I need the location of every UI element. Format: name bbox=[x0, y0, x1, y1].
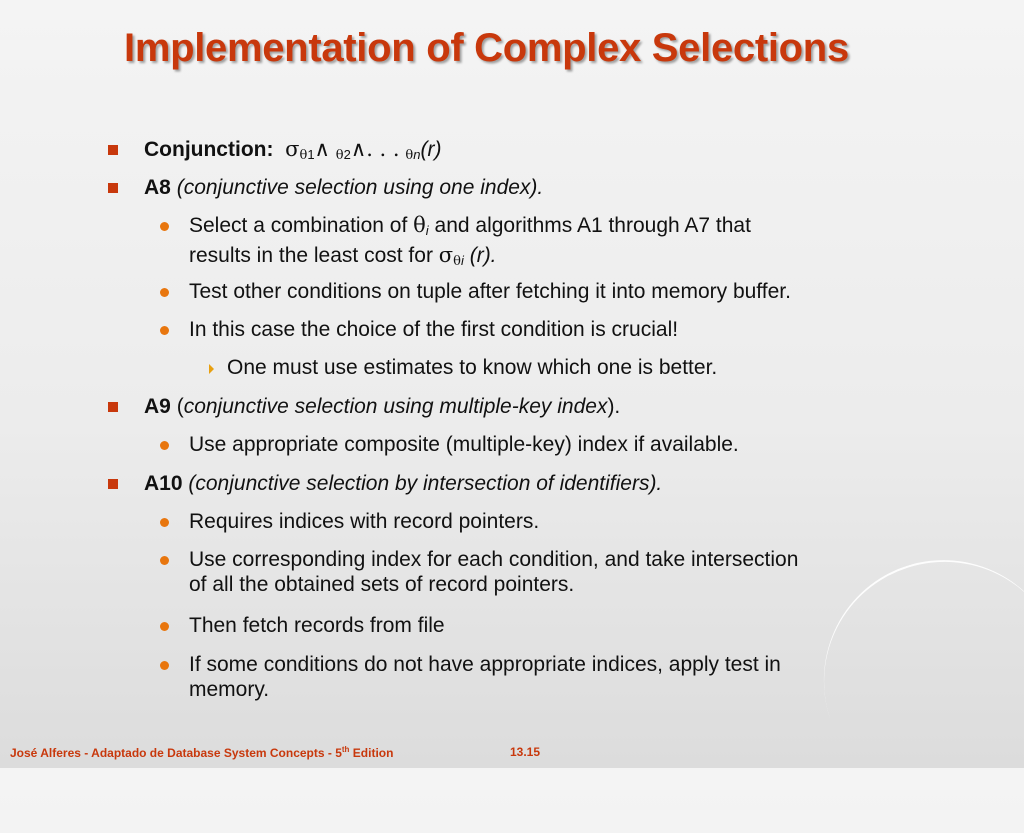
a9-open: ( bbox=[176, 395, 184, 418]
a8-bullet-3: In this case the choice of the first condition is crucial! bbox=[189, 318, 679, 341]
dot-bullet-icon bbox=[160, 326, 169, 335]
a9-line bbox=[144, 394, 944, 419]
square-bullet-icon bbox=[108, 479, 118, 489]
subscript-1: 1 bbox=[307, 147, 315, 162]
a10-bullet-3: Then fetch records from file bbox=[189, 614, 445, 637]
a10-bullet-2-line1: Use corresponding index for each condition, and take intersection bbox=[189, 548, 799, 571]
conjunction-label: Conjunction: bbox=[144, 138, 274, 161]
a8-sub-bullet: One must use estimates to know which one is better. bbox=[227, 356, 718, 379]
square-bullet-icon bbox=[108, 183, 118, 193]
page-number: 13.15 bbox=[510, 745, 541, 759]
theta-symbol: θ bbox=[413, 213, 426, 237]
dot-bullet-icon bbox=[160, 518, 169, 527]
a10-bullet-2-line2: of all the obtained sets of record pointers. bbox=[189, 573, 575, 596]
triangle-bullet-icon bbox=[209, 364, 214, 374]
a10-line bbox=[144, 471, 944, 496]
a9-close: ). bbox=[607, 395, 621, 418]
dot-bullet-icon bbox=[160, 556, 169, 565]
a8-bullet-1-mid: and algorithms A1 through A7 that bbox=[434, 214, 751, 237]
subscript-2: 2 bbox=[343, 147, 351, 162]
footer-sup: th bbox=[341, 745, 350, 754]
a8-bullet-2: Test other conditions on tuple after fetching it into memory buffer. bbox=[189, 280, 791, 303]
square-bullet-icon bbox=[108, 402, 118, 412]
footer-text: José Alferes - Adaptado de Database System Concepts - 5 bbox=[10, 746, 342, 760]
a10-bullet-2 bbox=[189, 547, 949, 597]
subscript-n: n bbox=[413, 147, 421, 162]
footer-edition: Edition bbox=[349, 746, 394, 760]
slide-title: Implementation of Complex Selections bbox=[124, 26, 849, 70]
dot-bullet-icon bbox=[160, 622, 169, 631]
theta-symbol: θ bbox=[299, 148, 308, 163]
a9-desc: conjunctive selection using multiple-key index bbox=[183, 395, 608, 418]
a8-bullet-1-pre: Select a combination of bbox=[189, 214, 408, 237]
and-dots: ∧. . . bbox=[350, 137, 400, 161]
a10-label: A10 bbox=[144, 472, 183, 495]
a8-bullet-1-line2: results in the least cost for bbox=[189, 244, 433, 267]
a8-desc: (conjunctive selection using one index). bbox=[176, 176, 544, 199]
subscript-i: i bbox=[460, 253, 464, 268]
sigma-symbol: σ bbox=[285, 137, 300, 161]
a10-bullet-4 bbox=[189, 652, 949, 702]
a10-bullet-4-line1: If some conditions do not have appropriate indices, apply test in bbox=[189, 653, 781, 676]
relation-arg: (r). bbox=[469, 244, 497, 267]
a9-bullet-1: Use appropriate composite (multiple-key) index if available. bbox=[189, 433, 739, 456]
a10-desc: (conjunctive selection by intersection of identifiers). bbox=[188, 472, 663, 495]
square-bullet-icon bbox=[108, 145, 118, 155]
subscript-i: i bbox=[425, 223, 429, 238]
dot-bullet-icon bbox=[160, 222, 169, 231]
a8-label: A8 bbox=[144, 176, 171, 199]
conjunction-line bbox=[144, 137, 944, 168]
a9-label: A9 bbox=[144, 395, 171, 418]
a10-bullet-1: Requires indices with record pointers. bbox=[189, 510, 540, 533]
dot-bullet-icon bbox=[160, 661, 169, 670]
sigma-symbol: σ bbox=[438, 243, 454, 267]
a8-line bbox=[144, 175, 944, 200]
dot-bullet-icon bbox=[160, 441, 169, 450]
dot-bullet-icon bbox=[160, 288, 169, 297]
a10-bullet-4-line2: memory. bbox=[189, 678, 270, 701]
and-symbol: ∧ bbox=[314, 137, 330, 161]
theta-symbol: θ bbox=[335, 148, 344, 163]
footer-credit bbox=[10, 745, 393, 760]
a8-bullet-1 bbox=[189, 213, 949, 274]
relation-arg: (r) bbox=[420, 138, 442, 161]
theta-symbol: θ bbox=[405, 148, 414, 163]
theta-symbol: θ bbox=[453, 254, 461, 269]
